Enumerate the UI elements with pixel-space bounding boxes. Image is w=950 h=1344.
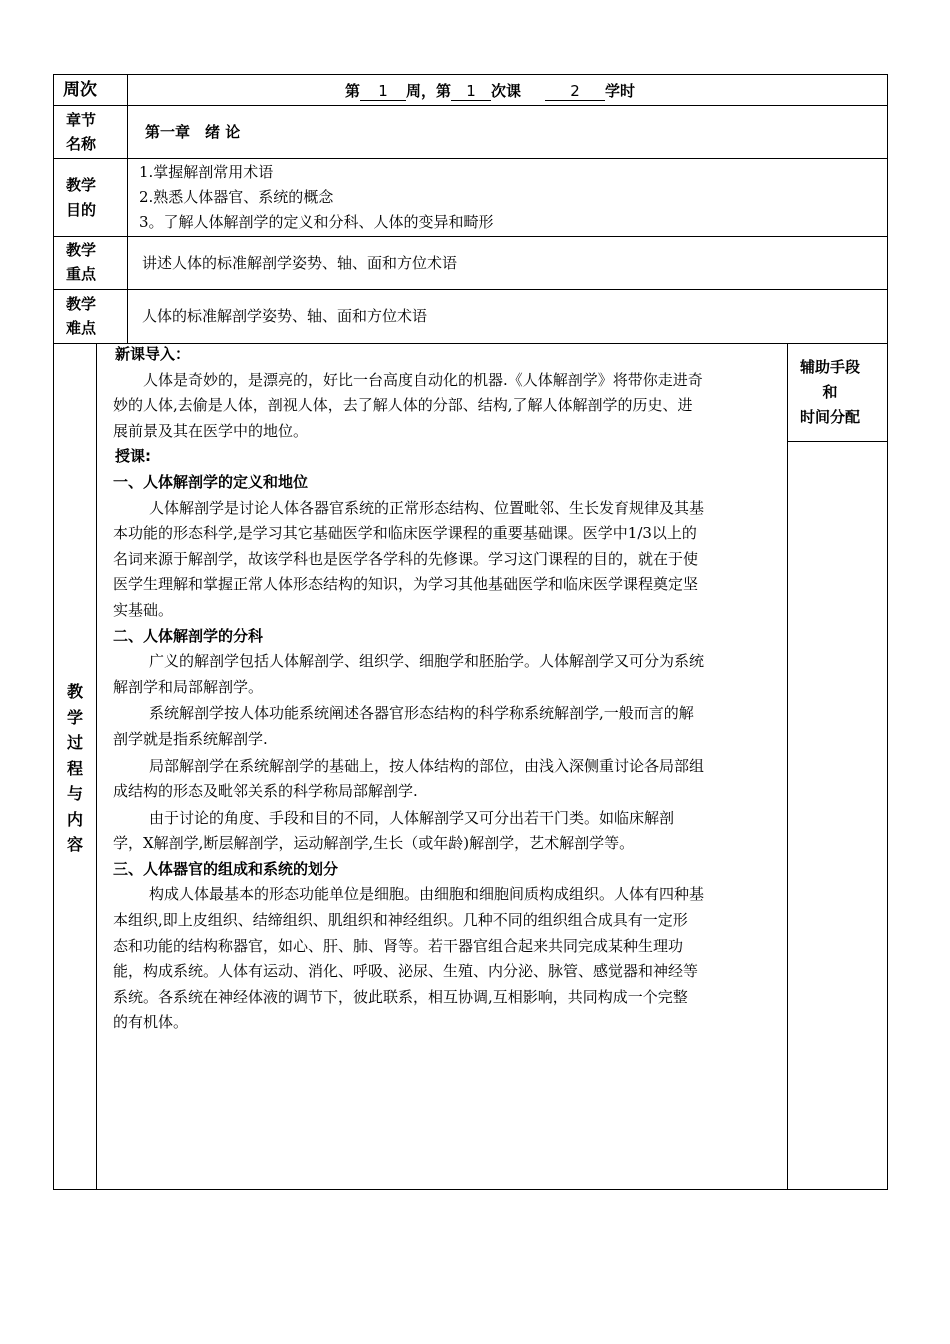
row-divider: [53, 236, 888, 237]
lesson-number: 1: [451, 82, 491, 101]
section-1-line: 医学生理解和掌握正常人体形态结构的知识，为学习其他基础医学和临床医学课程奠定坚: [113, 575, 699, 594]
chapter-label-line1: 章节: [66, 111, 97, 129]
label-column-divider: [127, 74, 128, 343]
section-2-line: 解剖学和局部解剖学。: [113, 677, 264, 696]
intro-line: 展前景及其在医学中的地位。: [113, 421, 309, 440]
section-1-line: 实基础。: [113, 600, 174, 619]
section-2-line: 系统解剖学按人体功能系统阐述各器官形态结构的科学称系统解剖学,一般而言的解: [149, 704, 694, 723]
intro-line: 妙的人体,去偷是人体，剖视人体，去了解人体的分部、结构,了解人体解剖学的历史、进: [113, 396, 693, 415]
key-points-label-line2: 重点: [66, 265, 97, 283]
hours-number: 2: [545, 82, 605, 101]
table-border-top: [53, 74, 888, 75]
section-2-line: 成结构的形态及毗邻关系的科学称局部解剖学.: [113, 782, 418, 801]
section-3-line: 能，构成系统。人体有运动、消化、呼吸、泌尿、生殖、内分泌、脉管、感觉器和神经等: [113, 962, 699, 981]
section-2-line: 广义的解剖学包括人体解剖学、组织学、细胞学和胚胎学。人体解剖学又可分为系统: [149, 652, 705, 671]
section-2-line: 学，X解剖学,断层解剖学，运动解剖学,生长（或年龄)解剖学，艺术解剖学等。: [113, 834, 635, 853]
lesson-suffix: 次课: [491, 82, 522, 100]
objectives-label-line2: 目的: [66, 201, 97, 219]
process-content: [113, 342, 773, 1036]
table-border-left: [53, 74, 54, 1190]
section-3-line: 构成人体最基本的形态功能单位是细胞。由细胞和细胞间质构成组织。人体有四种基: [149, 885, 705, 904]
process-label: 教 学 过 程 与 内 容: [66, 682, 83, 854]
aux-header: 辅助手段 和 时间分配: [799, 358, 860, 426]
difficulties-label-line2: 难点: [66, 319, 97, 337]
week-number: 1: [360, 82, 406, 101]
process-label-divider: [96, 343, 97, 1190]
row-divider: [53, 158, 888, 159]
week-prefix: 第: [345, 82, 361, 100]
chapter-label-line2: 名称: [66, 135, 97, 153]
week-suffix: 周，第: [406, 82, 452, 100]
section-3-line: 系统。各系统在神经体液的调节下，彼此联系，相互协调,互相影响，共同构成一个完整: [113, 987, 688, 1006]
section-1-line: 名词来源于解剖学，故该学科也是医学各学科的先修课。学习这门课程的目的，就在于使: [113, 549, 699, 568]
key-points-label-line1: 教学: [66, 241, 97, 259]
chapter-title: 第一章 绪 论: [145, 123, 241, 141]
section-2-line: 剖学就是指系统解剖学.: [113, 729, 268, 748]
schedule-line: [345, 79, 635, 104]
table-border-bottom: [53, 1189, 888, 1190]
aux-divider: [788, 441, 888, 442]
section-3-line: 的有机体。: [113, 1013, 189, 1032]
intro-heading: 新课导入：: [115, 345, 191, 363]
section-2-line: 局部解剖学在系统解剖学的基础上，按人体结构的部位，由浅入深侧重讨论各局部组: [149, 756, 705, 775]
difficulties-label-line1: 教学: [66, 295, 97, 313]
objectives-label-line1: 教学: [66, 176, 97, 194]
key-points-text: 讲述人体的标准解剖学姿势、轴、面和方位术语: [142, 254, 458, 272]
aux-column-divider: [787, 343, 788, 1190]
week-label: 周次: [63, 80, 97, 100]
section-1-line: 本功能的形态科学,是学习其它基础医学和临床医学课程的重要基础课。医学中1/3以上的: [113, 524, 697, 543]
intro-line: 人体是奇妙的，是漂亮的，好比一台高度自动化的机器.《人体解剖学》将带你走进奇: [143, 370, 703, 389]
row-divider: [53, 105, 888, 106]
section-2-line: 由于讨论的角度、手段和目的不同，人体解剖学又可分出若干门类。如临床解剖: [149, 808, 675, 827]
section-1-line: 人体解剖学是讨论人体各器官系统的正常形态结构、位置毗邻、生长发育规律及其基: [149, 498, 705, 517]
section-3-line: 本组织,即上皮组织、结缔组织、肌组织和神经组织。几种不同的组织组合成具有一定形: [113, 911, 688, 930]
objective-item: 2.熟悉人体器官、系统的概念: [139, 188, 334, 206]
section-3-heading: 三、人体器官的组成和系统的划分: [113, 859, 339, 878]
objective-item: 1.掌握解剖常用术语: [139, 163, 274, 181]
row-divider: [53, 289, 888, 290]
difficulties-text: 人体的标准解剖学姿势、轴、面和方位术语: [142, 307, 428, 325]
hours-suffix: 学时: [605, 82, 636, 100]
section-2-heading: 二、人体解剖学的分科: [113, 626, 264, 645]
teach-heading: 授课:: [115, 447, 151, 466]
objective-item: 3。了解人体解剖学的定义和分科、人体的变异和畸形: [139, 213, 494, 231]
table-border-right: [887, 74, 888, 1190]
section-3-line: 态和功能的结构称器官，如心、肝、肺、肾等。若干器官组合起来共同完成某种生理功: [113, 936, 684, 955]
section-1-heading: 一、人体解剖学的定义和地位: [113, 472, 309, 491]
